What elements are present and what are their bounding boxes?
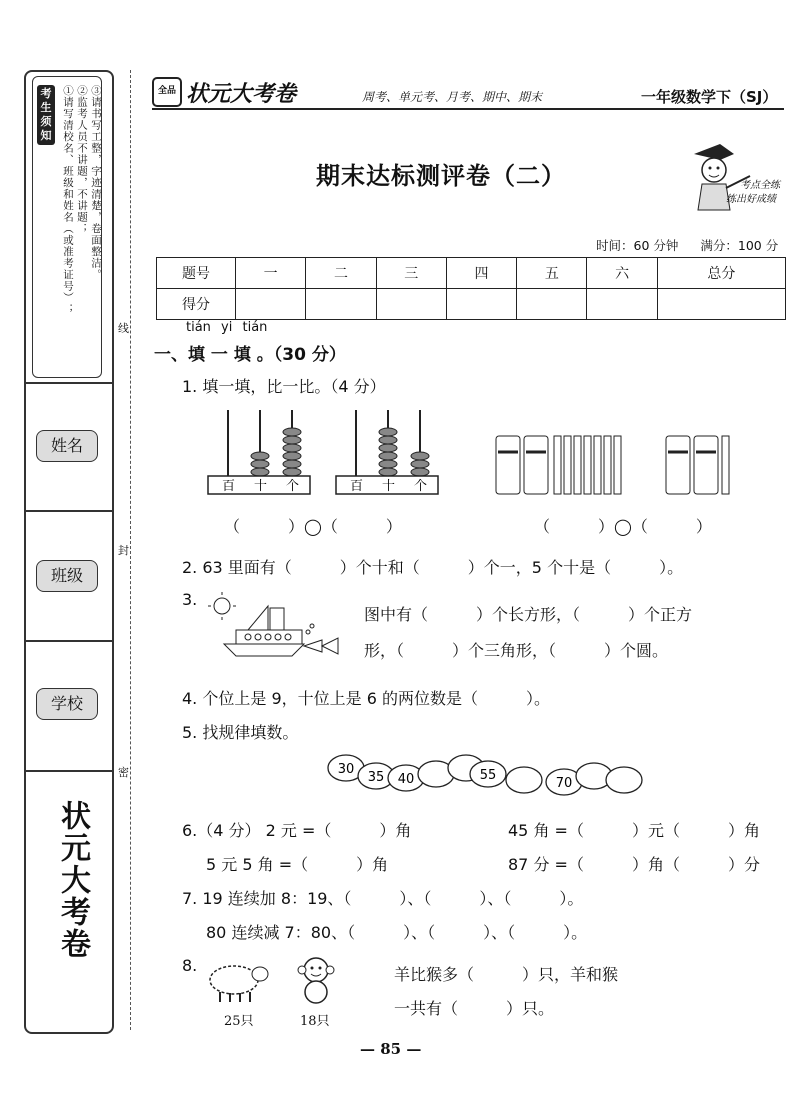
score-input[interactable]: [446, 289, 516, 320]
q6-line-2b[interactable]: 87 分 =（ ）角（ ）分: [508, 855, 760, 874]
score-input[interactable]: [306, 289, 376, 320]
margin-brand: 状元大考卷: [55, 800, 90, 960]
boat-sun-fish-icon: [204, 592, 348, 670]
header-rule: [152, 108, 784, 110]
name-field[interactable]: 姓名: [36, 430, 98, 462]
logo-badge: 全品: [152, 77, 182, 107]
pattern-value: 35: [367, 770, 385, 785]
q8-line-2[interactable]: 一共有（ ）只。: [394, 999, 555, 1018]
q8-line-1[interactable]: 羊比猴多（ ）只，羊和猴: [394, 965, 619, 984]
mascot-scholar-icon: [690, 140, 786, 212]
exam-time: 时间：60 分钟: [596, 238, 679, 253]
divider: [24, 770, 112, 772]
table-cell: 得分: [157, 289, 236, 320]
abacus-label-hundreds: 百: [350, 479, 364, 494]
header-logo: [152, 78, 296, 106]
divider: [24, 640, 112, 642]
table-cell: 三: [376, 258, 446, 289]
mascot-caption-1: 考点全练: [740, 180, 780, 191]
cut-mark-line: 线: [118, 318, 129, 338]
notice-line-3: ③请书写工整，字迹清楚，卷面整洁。: [90, 85, 102, 281]
exam-full-score: 满分：100 分: [700, 238, 779, 253]
table-cell: 五: [517, 258, 587, 289]
cut-line: [130, 70, 131, 1030]
divider: [24, 510, 112, 512]
q6-line-1a[interactable]: 6.（4 分） 2 元 =（ ）角: [182, 821, 412, 840]
abacus-label-tens: 十: [254, 479, 268, 494]
exam-meta: [596, 236, 778, 254]
section-pinyin: tián yi tián: [186, 320, 268, 335]
abacus-1-icon: [206, 406, 312, 496]
score-input[interactable]: [236, 289, 306, 320]
score-table-header-row: [157, 258, 786, 289]
sticks-group-2-icon: [664, 430, 736, 498]
q6-line-1b[interactable]: 45 角 =（ ）元（ ）角: [508, 821, 760, 840]
abacus-label-ones: 个: [286, 479, 300, 494]
score-input[interactable]: [517, 289, 587, 320]
score-table-score-row: [157, 289, 786, 320]
pattern-value: 40: [397, 772, 415, 787]
q3-line-2[interactable]: 形，（ ）个三角形，（ ）个圆。: [364, 641, 669, 660]
table-cell: 一: [236, 258, 306, 289]
pattern-value: 70: [555, 776, 573, 791]
sheep-count: 25只: [224, 1014, 254, 1029]
q8-number: 8.: [182, 956, 198, 975]
notice-line-1: ①请写清校名、班级和姓名（或准考证号）；: [62, 85, 74, 315]
notice-title: 考生须知: [37, 85, 55, 145]
abacus-label-ones: 个: [414, 479, 428, 494]
cut-mark-secret: 密: [118, 762, 129, 782]
score-table: [156, 257, 786, 320]
cut-mark-seal: 封: [118, 540, 129, 560]
q7-line-1[interactable]: 7. 19 连续加 8：19、（ ）、（ ）、（ ）。: [182, 889, 584, 908]
mascot-caption-2: 练出好成绩: [726, 194, 776, 205]
sticks-group-1-icon: [494, 430, 634, 498]
table-cell: 四: [446, 258, 516, 289]
divider: [24, 382, 112, 384]
q4-text[interactable]: 4. 个位上是 9，十位上是 6 的两位数是（ ）。: [182, 689, 550, 708]
abacus-2-icon: [334, 406, 440, 496]
pattern-chain: [326, 752, 648, 802]
q5-text: 5. 找规律填数。: [182, 723, 299, 742]
q2-text[interactable]: 2. 63 里面有（ ）个十和（ ）个一，5 个十是（ ）。: [182, 558, 684, 577]
score-input[interactable]: [376, 289, 446, 320]
class-field[interactable]: 班级: [36, 560, 98, 592]
section-title: 一、填 一 填 。（30 分）: [154, 345, 346, 365]
header-tags: 周考、单元考、月考、期中、期末: [362, 90, 543, 104]
pattern-value: 55: [479, 768, 497, 783]
q3-number: 3.: [182, 590, 198, 609]
notice-line-2: ②监考人员不讲题，不讲题；: [76, 85, 88, 235]
monkey-icon: [296, 956, 336, 1006]
q1-compare-right[interactable]: （ ）◯（ ）: [534, 517, 712, 536]
monkey-count: 18只: [300, 1014, 330, 1029]
abacus-label-tens: 十: [382, 479, 396, 494]
table-cell: 二: [306, 258, 376, 289]
page-number: — 85 —: [360, 1040, 422, 1058]
brand-name: 状元大考卷: [186, 81, 297, 107]
table-cell: 总分: [657, 258, 785, 289]
score-input[interactable]: [587, 289, 657, 320]
q7-line-2[interactable]: 80 连续减 7：80、（ ）、（ ）、（ ）。: [206, 923, 588, 942]
q1-text: 1. 填一填，比一比。（4 分）: [182, 377, 386, 396]
table-cell: 题号: [157, 258, 236, 289]
exam-notice: [32, 76, 102, 378]
pattern-value: 30: [337, 762, 355, 777]
school-field[interactable]: 学校: [36, 688, 98, 720]
q3-line-1[interactable]: 图中有（ ）个长方形，（ ）个正方: [364, 605, 693, 624]
q6-line-2a[interactable]: 5 元 5 角 =（ ）角: [206, 855, 389, 874]
page-title: 期末达标测评卷（二）: [316, 162, 566, 190]
table-cell: 六: [587, 258, 657, 289]
sheep-icon: [206, 958, 270, 1004]
score-input[interactable]: [657, 289, 785, 320]
abacus-label-hundreds: 百: [222, 479, 236, 494]
header-grade: 一年级数学下（SJ）: [641, 88, 778, 106]
q1-compare-left[interactable]: （ ）◯（ ）: [224, 517, 402, 536]
